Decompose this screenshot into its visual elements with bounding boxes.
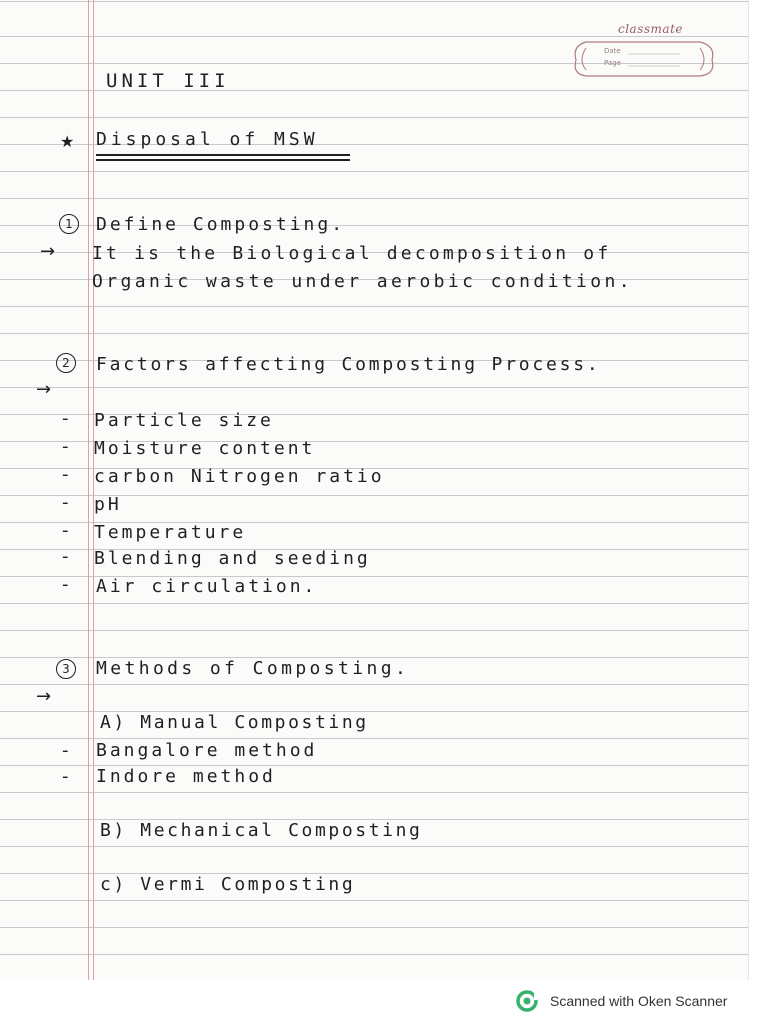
list-dash: - (62, 520, 69, 541)
q2-question: Factors affecting Composting Process. (96, 354, 601, 375)
margin-line-right (93, 0, 94, 980)
logo-date-label: Date (604, 47, 621, 55)
method-item: Bangalore method (96, 740, 318, 761)
section-title: Disposal of MSW (96, 129, 319, 150)
factor-item: Moisture content (94, 438, 316, 459)
answer-arrow-1: → (40, 241, 56, 262)
list-dash: - (62, 492, 69, 513)
list-dash: - (62, 408, 69, 429)
logo-brand: classmate (618, 22, 683, 36)
method-a-heading: A) Manual Composting (100, 712, 369, 733)
factor-item: pH (94, 494, 122, 515)
list-dash: - (62, 740, 69, 761)
list-dash: - (62, 464, 69, 485)
list-dash: - (62, 436, 69, 457)
margin-line-left (88, 0, 89, 980)
answer-arrow-2: → (36, 379, 52, 400)
factor-item: Particle size (94, 410, 274, 431)
q1-question: Define Composting. (96, 214, 346, 235)
oken-scanner-logo-icon (516, 990, 542, 1012)
star-bullet: ★ (60, 132, 75, 151)
scanner-watermark-text: Scanned with Oken Scanner (550, 993, 728, 1009)
question-number-2: 2 (56, 353, 76, 373)
logo-page-label: Page (604, 59, 621, 67)
factor-item: Blending and seeding (94, 548, 371, 569)
section-title-underline-2 (96, 159, 350, 161)
list-dash: - (62, 546, 69, 567)
method-b-heading: B) Mechanical Composting (100, 820, 423, 841)
classmate-logo (568, 20, 720, 84)
method-c-heading: c) Vermi Composting (100, 874, 356, 895)
factor-item: carbon Nitrogen ratio (94, 466, 385, 487)
scanner-watermark (516, 990, 727, 1012)
unit-heading: UNIT III (106, 70, 230, 92)
question-number-3: 3 (56, 659, 76, 679)
q1-answer-line-2: Organic waste under aerobic condition. (92, 271, 634, 292)
list-dash: - (62, 574, 69, 595)
q1-answer-line-1: It is the Biological decomposition of (92, 243, 612, 264)
factor-item: Air circulation. (96, 576, 318, 597)
method-item: Indore method (96, 766, 276, 787)
question-number-1: 1 (59, 214, 79, 234)
factor-item: Temperature (94, 522, 247, 543)
list-dash: - (62, 766, 69, 787)
q3-question: Methods of Composting. (96, 658, 410, 679)
section-title-underline (96, 154, 350, 156)
answer-arrow-3: → (36, 686, 52, 707)
